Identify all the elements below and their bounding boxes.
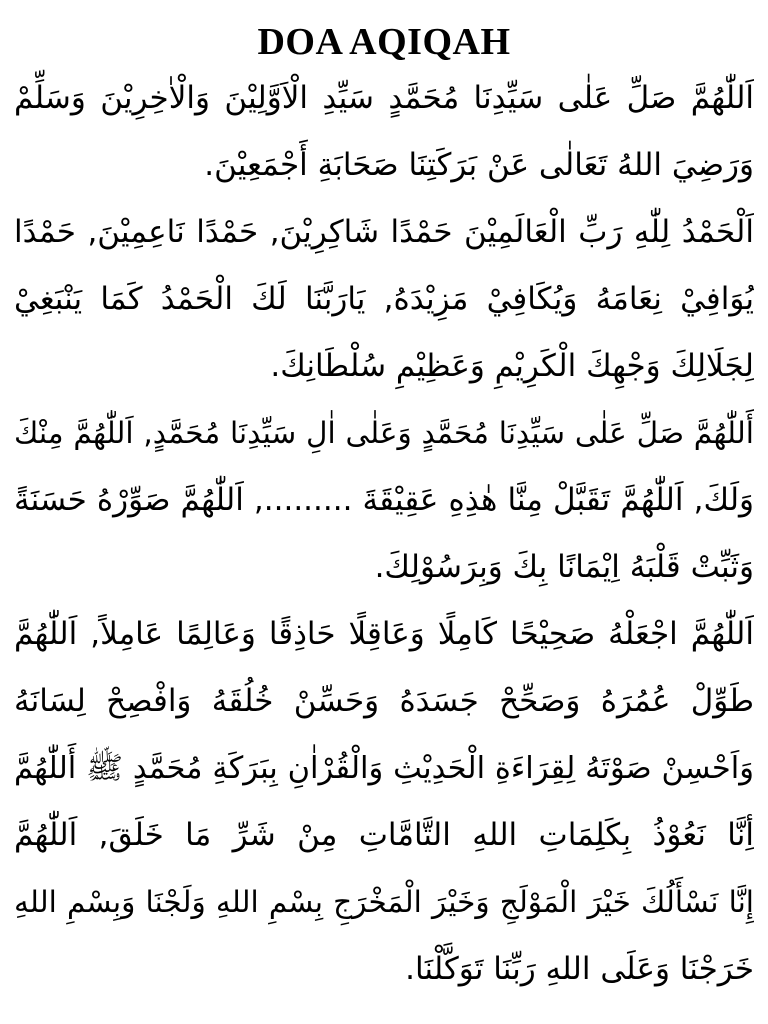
text-line: وَثَبِّتْ قَلْبَهُ اِيْمَانًا بِكَ وَبِرَسُوْلِكَ.: [374, 549, 754, 585]
paragraph-hamdalah: [14, 199, 754, 400]
prayer-text: [14, 65, 754, 1003]
document-title: DOA AQIQAH: [257, 21, 511, 63]
text-line: إِنَّا نَسْأَلُكَ خَيْرَ الْمَوْلَجِ وَخَيْرَ الْمَخْرَجِ بِسْمِ اللهِ وَلَجْنَا وَبِسْمِ اللهِ: [14, 885, 754, 919]
paragraph-blessings-for-child: [14, 601, 754, 1003]
text-line: أَللّٰهُمَّ صَلِّ عَلٰى سَيِّدِنَا مُحَمَّدٍ وَعَلٰى اٰلِ سَيِّدِنَا مُحَمَّدٍ, اَللّٰهُمَّ مِنْكَ: [14, 416, 754, 450]
paragraph-salawat-opening: [14, 65, 754, 199]
text-line: وَرَضِيَ اللهُ تَعَالٰى عَنْ بَرَكَتِنَا صَحَابَةِ أَجْمَعِيْنَ.: [204, 147, 754, 183]
text-line: اَللّٰهُمَّ اجْعَلْهُ صَحِيْحًا كَامِلًا وَعَاقِلًا حَاذِقًا وَعَالِمًا عَامِلاً, اَللّٰهُمَّ: [14, 616, 754, 652]
text-line: اَلْحَمْدُ لِلّٰهِ رَبِّ الْعَالَمِيْنَ حَمْدًا شَاكِرِيْنَ, حَمْدًا نَاعِمِيْنَ, حَمْدًا: [14, 214, 754, 250]
text-line: وَلَكَ, اَللّٰهُمَّ تَقَبَّلْ مِنَّا هٰذِهِ عَقِيْقَةَ ........., اَللّٰهُمَّ صَوِّرْهُ حَسَنَةً: [14, 482, 754, 518]
text-line: اَللّٰهُمَّ صَلِّ عَلٰى سَيِّدِنَا مُحَمَّدٍ سَيِّدِ الْاَوَّلِيْنَ وَالْاٰخِرِيْنَ وَسَلِّمْ: [14, 80, 754, 116]
text-line: وَاَحْسِنْ صَوْتَهُ لِقِرَاءَةِ الْحَدِيْثِ وَالْقُرْاٰنِ بِبَرَكَةِ مُحَمَّدٍ ﷺ أَللّٰهُمَّ: [14, 751, 754, 786]
text-line: يُوَافِيْ نِعَامَهُ وَيُكَافِيْ مَزِيْدَهُ, يَارَبَّنَا لَكَ الْحَمْدُ كَمَا يَنْبَغِيْ: [14, 281, 754, 317]
text-line: لِجَلَالِكَ وَجْهِكَ الْكَرِيْمِ وَعَظِيْمِ سُلْطَانِكَ.: [270, 348, 754, 384]
text-line: خَرَجْنَا وَعَلَى اللهِ رَبِّنَا تَوَكَّلْنَا.: [405, 951, 754, 987]
text-line: أِنَّا نَعُوْذُ بِكَلِمَاتِ اللهِ التَّامَّاتِ مِنْ شَرِّ مَا خَلَقَ, اَللّٰهُمَّ: [14, 817, 754, 853]
paragraph-aqiqah-acceptance: [14, 400, 754, 601]
text-line: طَوِّلْ عُمُرَهُ وَصَحِّحْ جَسَدَهُ وَحَسِّنْ خُلُقَهُ وَافْصِحْ لِسَانَهُ: [14, 683, 754, 719]
